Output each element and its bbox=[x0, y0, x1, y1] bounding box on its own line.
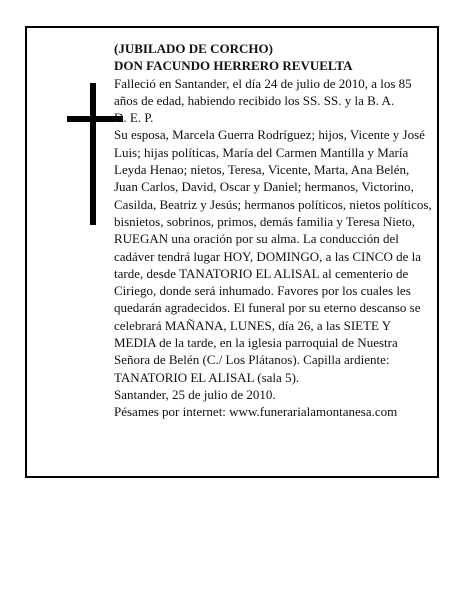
family-list: Su esposa, Marcela Guerra Rodríguez; hijos, Vicente y José Luis; hijas políticas, María del Carmen Mantilla y María Leyda Henao; nietos, Teresa, Vicente, Marta, Ana Belén, Juan Carlos, David, Oscar y Daniel; hermanos, Victorino, Casilda, Beatriz y Jesús; hermanos políticos, nietos políticos, bisnietos, sobrinos, primos, demás familia y Teresa Nieto, bbox=[114, 127, 432, 229]
place-date: Santander, 25 de julio de 2010. bbox=[114, 386, 276, 402]
dep: D. E. P. bbox=[114, 110, 154, 126]
funeral-details: RUEGAN una oración por su alma. La conducción del cadáver tendrá lugar HOY, DOMINGO, a las CINCO de la tarde, desde TANATORIO EL ALISAL al cementerio de Ciriego, donde será inhumado. Favores por los cuales les quedarán agradecidos. El funeral por su eterno descanso se celebrará MAÑANA, LUNES, día 26, a las SIETE Y MEDIA de la tarde, en la iglesia parroquial de Nuestra Señora de Belén (C./ Los Plátanos). Capilla ardiente: TANATORIO EL ALISAL (sala 5). bbox=[114, 231, 421, 385]
condolences: Pésames por internet: www.funerarialamontanesa.com bbox=[114, 404, 398, 420]
nickname: (JUBILADO DE CORCHO) bbox=[114, 41, 273, 56]
death-statement: Falleció en Santander, el día 24 de julio de 2010, a los 85 años de edad, habiendo recibido los SS. SS. y la B. A. bbox=[114, 75, 412, 108]
obituary-text bbox=[114, 40, 432, 421]
deceased-name: DON FACUNDO HERRERO REVUELTA bbox=[114, 58, 353, 74]
